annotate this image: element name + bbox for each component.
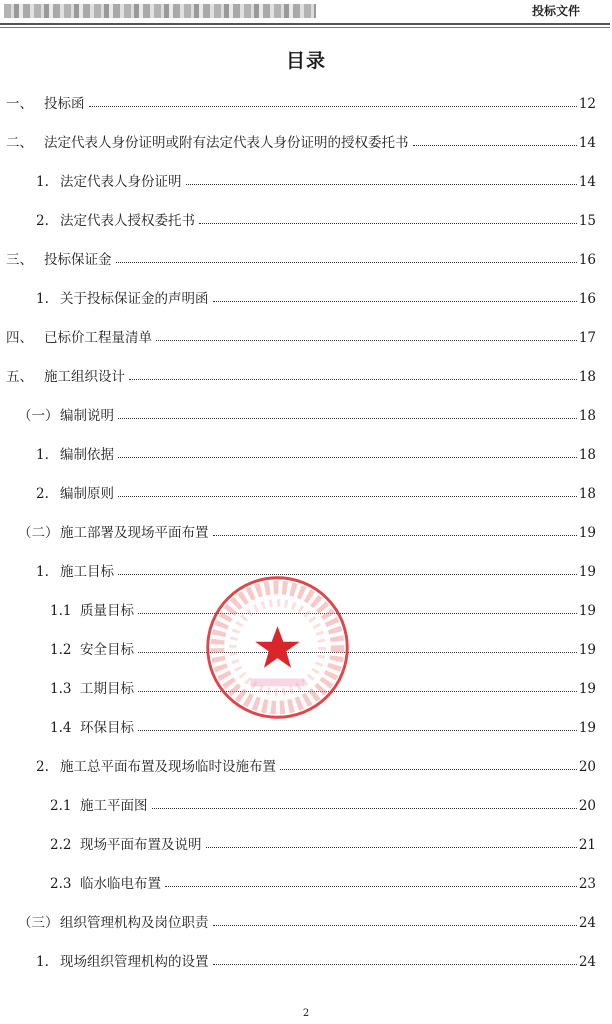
toc-entry-title: 投标函 — [44, 96, 85, 112]
toc-entry-number: 五、 — [6, 369, 33, 385]
toc-entry[interactable] — [6, 88, 596, 112]
toc-entry[interactable] — [36, 283, 596, 307]
toc-entry-title: 质量目标 — [80, 603, 134, 619]
toc-entry-number: 2. — [36, 486, 49, 502]
toc-leader-dots — [129, 379, 577, 380]
toc-entry-page: 15 — [578, 213, 596, 229]
toc-entry-page: 19 — [578, 525, 596, 541]
toc-entry-number: 1. — [36, 447, 49, 463]
toc-entry-number: 四、 — [6, 330, 33, 346]
toc-entry-title: 安全目标 — [80, 642, 134, 658]
toc-leader-dots — [156, 340, 577, 341]
red-star-seal-icon — [200, 570, 355, 725]
toc-entry-number: 1. — [36, 954, 49, 970]
toc-entry-number: 2. — [36, 213, 49, 229]
toc-entry-page: 16 — [578, 291, 596, 307]
toc-entry-title: 关于投标保证金的声明函 — [60, 291, 209, 307]
toc-entry[interactable] — [18, 907, 596, 931]
header-rule-thin — [0, 27, 610, 28]
toc-entry-title: 已标价工程量清单 — [44, 330, 152, 346]
toc-entry-number: 1. — [36, 564, 49, 580]
toc-leader-dots — [118, 418, 577, 419]
header-rule — [0, 23, 610, 25]
header-label: 投标文件 — [531, 4, 580, 18]
toc-entry-title: 工期目标 — [80, 681, 134, 697]
toc-entry-page: 24 — [578, 954, 596, 970]
toc-entry-page: 23 — [578, 876, 596, 892]
toc-entry-title: 投标保证金 — [44, 252, 112, 268]
blurred-organization-name — [4, 4, 316, 18]
toc-entry-page: 18 — [578, 486, 596, 502]
toc-leader-dots — [213, 925, 577, 926]
toc-leader-dots — [213, 301, 577, 302]
toc-entry[interactable] — [36, 946, 596, 970]
toc-entry-number: 2.3 — [50, 876, 72, 892]
toc-entry[interactable] — [6, 322, 596, 346]
toc-entry-title: 编制依据 — [60, 447, 114, 463]
toc-entry-title: 施工平面图 — [80, 798, 148, 814]
toc-entry[interactable] — [18, 400, 596, 424]
page-header — [0, 0, 612, 30]
toc-entry-title: 施工总平面布置及现场临时设施布置 — [60, 759, 276, 775]
toc-entry-number: 二、 — [6, 135, 33, 151]
toc-entry-page: 19 — [578, 603, 596, 619]
toc-leader-dots — [280, 769, 577, 770]
toc-entry-number: 2.1 — [50, 798, 72, 814]
toc-entry-page: 18 — [578, 408, 596, 424]
toc-entry[interactable] — [36, 751, 596, 775]
toc-leader-dots — [118, 457, 577, 458]
toc-entry-number: 1.3 — [50, 681, 72, 697]
toc-entry[interactable] — [18, 517, 596, 541]
toc-entry-title: 组织管理机构及岗位职责 — [60, 915, 209, 931]
toc-leader-dots — [413, 145, 577, 146]
toc-entry-number: 三、 — [6, 252, 33, 268]
toc-entry-number: （一） — [18, 408, 59, 424]
toc-entry-number: 一、 — [6, 96, 33, 112]
toc-entry-number: 2.2 — [50, 837, 72, 853]
toc-leader-dots — [165, 886, 577, 887]
toc-leader-dots — [152, 808, 577, 809]
toc-entry-page: 18 — [578, 447, 596, 463]
toc-entry[interactable] — [6, 244, 596, 268]
toc-leader-dots — [206, 847, 577, 848]
toc-entry-page: 19 — [578, 720, 596, 736]
toc-entry-number: 1.4 — [50, 720, 72, 736]
toc-entry-title: 现场组织管理机构的设置 — [60, 954, 209, 970]
toc-entry-page: 20 — [578, 798, 596, 814]
toc-entry[interactable] — [36, 166, 596, 190]
toc-leader-dots — [186, 184, 577, 185]
toc-entry-page: 17 — [578, 330, 596, 346]
toc-entry-page: 19 — [578, 564, 596, 580]
toc-entry-title: 施工目标 — [60, 564, 114, 580]
toc-leader-dots — [89, 106, 577, 107]
toc-entry[interactable] — [36, 439, 596, 463]
toc-entry-title: 施工部署及现场平面布置 — [60, 525, 209, 541]
toc-leader-dots — [199, 223, 577, 224]
page-number: 2 — [302, 1008, 310, 1019]
toc-entry-number: （三） — [18, 915, 59, 931]
toc-entry-number: 1. — [36, 291, 49, 307]
toc-entry[interactable] — [6, 127, 596, 151]
toc-entry-title: 法定代表人身份证明或附有法定代表人身份证明的授权委托书 — [44, 135, 409, 151]
toc-entry-page: 19 — [578, 642, 596, 658]
toc-leader-dots — [213, 964, 577, 965]
toc-entry-title: 法定代表人身份证明 — [60, 174, 182, 190]
toc-entry-page: 20 — [578, 759, 596, 775]
toc-entry-title: 法定代表人授权委托书 — [60, 213, 195, 229]
toc-entry-number: 1. — [36, 174, 49, 190]
toc-entry-page: 16 — [578, 252, 596, 268]
toc-entry-page: 14 — [578, 174, 596, 190]
toc-entry[interactable] — [6, 361, 596, 385]
toc-entry[interactable] — [36, 478, 596, 502]
toc-entry[interactable] — [36, 205, 596, 229]
toc-entry-number: 1.1 — [50, 603, 72, 619]
toc-entry-number: （二） — [18, 525, 59, 541]
toc-entry-title: 临水临电布置 — [80, 876, 161, 892]
toc-entry-page: 24 — [578, 915, 596, 931]
toc-entry-page: 19 — [578, 681, 596, 697]
toc-entry-title: 编制原则 — [60, 486, 114, 502]
toc-entry-page: 12 — [578, 96, 596, 112]
toc-leader-dots — [213, 535, 577, 536]
toc-entry-page: 18 — [578, 369, 596, 385]
toc-entry-page: 21 — [578, 837, 596, 853]
toc-entry[interactable] — [50, 790, 596, 814]
page-title: 目录 — [285, 50, 326, 72]
toc-entry-title: 编制说明 — [60, 408, 114, 424]
toc-entry-number: 1.2 — [50, 642, 72, 658]
toc-entry-number: 2. — [36, 759, 49, 775]
toc-entry-title: 环保目标 — [80, 720, 134, 736]
toc-entry-title: 施工组织设计 — [44, 369, 125, 385]
toc-leader-dots — [116, 262, 577, 263]
toc-entry[interactable] — [50, 829, 596, 853]
toc-entry-page: 14 — [578, 135, 596, 151]
toc-entry[interactable] — [50, 868, 596, 892]
toc-leader-dots — [118, 496, 577, 497]
toc-entry-title: 现场平面布置及说明 — [80, 837, 202, 853]
toc-leader-dots — [138, 730, 577, 731]
